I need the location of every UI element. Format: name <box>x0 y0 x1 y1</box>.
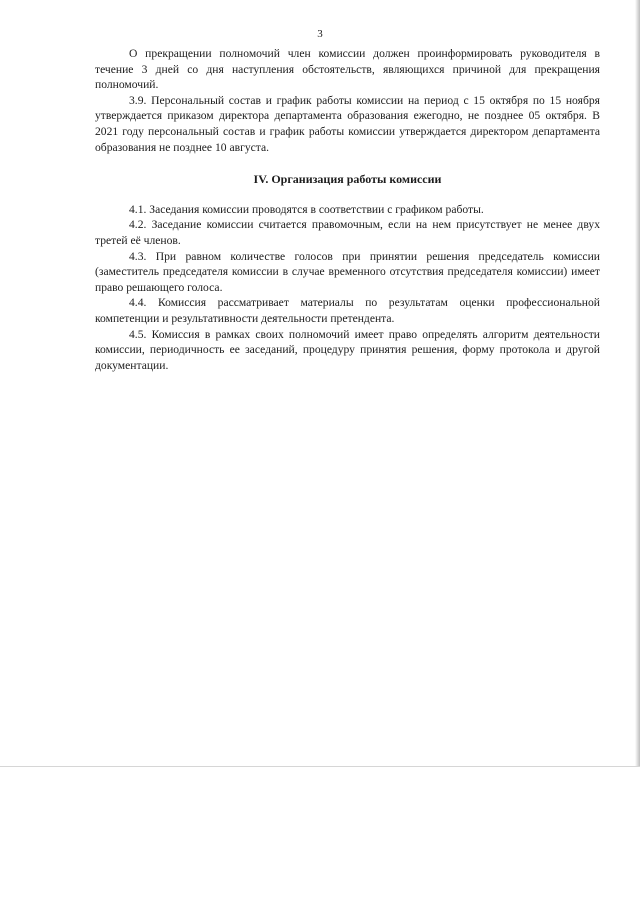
paragraph-4-3: 4.3. При равном количестве голосов при принятии решения председатель комиссии (заместитель председателя комиссии в случае временного отсутствия председателя комиссии) имеет право решающего голоса. <box>95 249 600 294</box>
paragraph-4-1: 4.1. Заседания комиссии проводятся в соответствии с графиком работы. <box>129 202 484 216</box>
page-number: 3 <box>317 28 323 40</box>
blank-area <box>0 767 640 905</box>
paragraph-4-5: 4.5. Комиссия в рамках своих полномочий имеет право определять алгоритм деятельности комиссии, периодичность ее заседаний, процедуру принятия решения, форму протокола и другой документации. <box>95 327 600 372</box>
paragraph-termination-notice: О прекращении полномочий член комиссии должен проинформировать руководителя в течение 3 дней со дня наступления обстоятельств, являющихся причиной для прекращения полномочий. <box>95 47 600 92</box>
paragraph-3-9: 3.9. Персональный состав и график работы комиссии на период с 15 октября по 15 ноября утверждается приказом директора департамента образования ежегодно, не позднее 05 октября. В 2021 году персональный состав и график работы комиссии утверждается директором департамента образования не позднее 10 августа. <box>95 93 600 154</box>
section-heading: IV. Организация работы комиссии <box>253 172 442 187</box>
scan-shadow-edge <box>635 0 640 766</box>
document-body <box>95 46 600 373</box>
paragraph-4-2: 4.2. Заседание комиссии считается правомочным, если на нем присутствует не менее двух третей её членов. <box>95 218 600 247</box>
paragraph-4-4: 4.4. Комиссия рассматривает материалы по результатам оценки профессиональной компетенции и результативности деятельности претендента. <box>95 296 600 325</box>
